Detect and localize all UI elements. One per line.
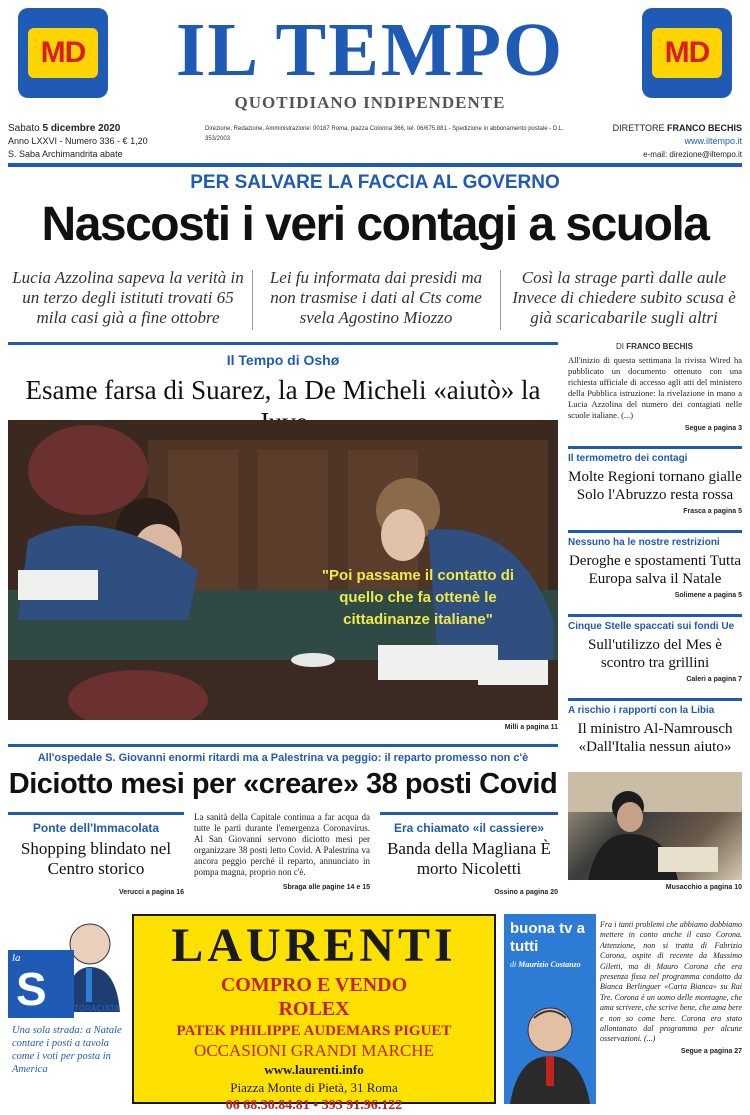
ad-phones: 06 68.30.84.81 • 393 91.96.122	[225, 1098, 403, 1113]
second-kicker: Il Tempo di Oshø	[226, 352, 340, 368]
email-link[interactable]: e-mail: direzione@iltempo.it	[643, 150, 742, 159]
editorial	[568, 342, 742, 432]
photo-quote: "Poi passame il contatto di quello che fa ottenè le cittadinanze italiane"	[321, 567, 515, 628]
sidebar-item[interactable]: Il termometro dei contagi Molte Regioni tornano gialle Solo l'Abruzzo resta rossa Frasca a pagina 5	[568, 446, 742, 515]
ad-line-3: PATEK PHILIPPE AUDEMARS PIGUET	[176, 1023, 452, 1039]
costanzo-caricature	[504, 994, 596, 1104]
issue-info: Sabato 5 dicembre 2020 Anno LXXVI - Numero 336 - € 1,20 S. Saba Archimandrita abate	[8, 123, 148, 159]
sidebar-item[interactable]: A rischio i rapporti con la Libia Il ministro Al-Namrousch «Dall'Italia nessun aiuto»	[568, 698, 742, 756]
address-line: Direzione, Redazione, Amministrazione: 00187 Roma, piazza Colonna 366, tel. 06/675.881 - Spedizione in abbonamento postale - D.L. 353/2003	[205, 126, 564, 142]
parliament-photo	[8, 420, 558, 720]
section-rule	[8, 744, 558, 747]
editorial-byline: DI FRANCO BECHIS	[616, 342, 693, 351]
website-link[interactable]: www.iltempo.it	[684, 136, 742, 146]
director-info: DIRETTORE FRANCO BECHIS www.iltempo.it e-mail: direzione@iltempo.it	[590, 122, 742, 161]
ad-website[interactable]: www.laurenti.info	[264, 1062, 364, 1077]
buonatv-ref[interactable]: Segue a pagina 27	[680, 1047, 742, 1055]
deck-divider	[252, 270, 253, 330]
laurenti-ad[interactable]	[132, 914, 496, 1113]
covid-ref[interactable]: Sbraga alle pagine 14 e 15	[282, 884, 370, 891]
storaciata-box: la S TORACIATA Una sola strada: a Natale contare i posti a tavola come i voti per posta in America	[8, 912, 124, 1104]
lead-headline[interactable]: Nascosti i veri contagi a scuola	[41, 198, 709, 251]
minister-photo	[568, 772, 742, 880]
md-logo-left: MD	[18, 8, 108, 98]
covid-headline[interactable]: Diciotto mesi per «creare» 38 posti Covid	[8, 768, 558, 800]
md-logo-right: MD	[642, 8, 732, 98]
buonatv-panel	[504, 914, 596, 1104]
sidebar-item[interactable]: Nessuno ha le nostre restrizioni Deroghe e spostamenti Tutta Europa salva il Natale Solimene a pagina 5	[568, 530, 742, 599]
storaciata-text: Una sola strada: a Natale contare i posti a tavola come i voti per posta in America	[12, 1025, 122, 1075]
ad-line-4: OCCASIONI GRANDI MARCHE	[194, 1041, 434, 1060]
lead-kicker: PER SALVARE LA FACCIA AL GOVERNO	[190, 172, 560, 193]
covid-body: La sanità della Capitale continua a far acqua da tutte le parti durante l'emergenza Coronavirus. Al San Giovanni servono diciotto mesi per organizzare 38 posti letto Covid. A Palestrina va ancora peggio perché il reparto, annunciato in pompa magna, proprio non c'è.	[194, 812, 370, 877]
buonatv-body: Fra i tanti problemi che abbiamo dobbiamo mettere in conto anche il caso Corona. Attenzione, non si tratta di Fabrizio Corona, ospite di recente da Massimo Giletti, ma di Mauro Corona che era presenza fissa nel programma condotto da Bianca Berlinguer «Carta Bianca» su Rai Tre. Corona è un uomo delle montagne, che ama scrivere, che scrive bene, che ama bere e non so come bere. Corona era stato allontanato dal programma per alcune osservazioni. (...)	[600, 920, 742, 1044]
buonatv-byline: di Maurizio Costanzo	[510, 960, 581, 969]
section-rule	[8, 342, 558, 345]
covid-body-column	[194, 812, 370, 891]
second-ref[interactable]: Milli a pagina 11	[504, 724, 558, 731]
lower-story-1[interactable]: Ponte dell'Immacolata Shopping blindato nel Centro storico Verucci a pagina 16	[8, 812, 184, 896]
storaciata-badge: la S	[8, 950, 74, 1018]
lead-deck-3: Così la strage partì dalle aule Invece di chiedere subito scusa è già scaricabarile sugli altri	[512, 268, 736, 327]
deck-divider	[500, 270, 501, 330]
ad-address: Piazza Monte di Pietà, 31 Roma	[230, 1080, 398, 1095]
sidebar-item[interactable]: Cinque Stelle spaccati sui fondi Ue Sull'utilizzo del Mes è scontro tra grillini Caleri a pagina 7	[568, 614, 742, 683]
ad-brand: LAURENTI	[171, 919, 457, 972]
minister-scene	[568, 772, 742, 880]
sidebar-ref-4[interactable]: Musacchio a pagina 10	[665, 884, 742, 891]
buonatv-title: buona tv a tutti	[510, 920, 586, 955]
second-headline[interactable]: Esame farsa di Suarez, la De Micheli «aiutò» la	[25, 375, 541, 405]
ad-line-1: COMPRO E VENDO	[220, 974, 408, 996]
lower-story-2[interactable]: Era chiamato «il cassiere» Banda della Magliana È morto Nicoletti Ossino a pagina 20	[380, 812, 558, 896]
header-rule	[8, 163, 742, 167]
editorial-ref[interactable]: Segue a pagina 3	[684, 425, 742, 432]
covid-kicker: All'ospedale S. Giovanni enormi ritardi ma a Palestrina va peggio: il reparto promesso non c'è	[37, 752, 529, 764]
masthead-title: IL TEMPO	[175, 8, 565, 92]
lead-deck-1: Lucia Azzolina sapeva la verità in un terzo degli istituti trovati 65 mila casi già a fine ottobre	[12, 268, 244, 327]
masthead-subtitle: QUOTIDIANO INDIPENDENTE	[234, 93, 506, 112]
lead-deck-2: Lei fu informata dai presidi ma non trasmise i dati al Cts come svela Agostino Miozzo	[269, 268, 483, 327]
ad-line-2: ROLEX	[278, 998, 350, 1020]
editorial-body: All'inizio di questa settimana la rivista Wired ha pubblicato un documento ottenuto con una richiesta ufficiale di accesso agli atti del ministero della Pubblica istruzione: la rivelazione in mano a Lucia Azzolina del numero dei contagiati nelle scuole italiane. (...)	[568, 355, 742, 420]
buonatv-column	[600, 920, 742, 1055]
